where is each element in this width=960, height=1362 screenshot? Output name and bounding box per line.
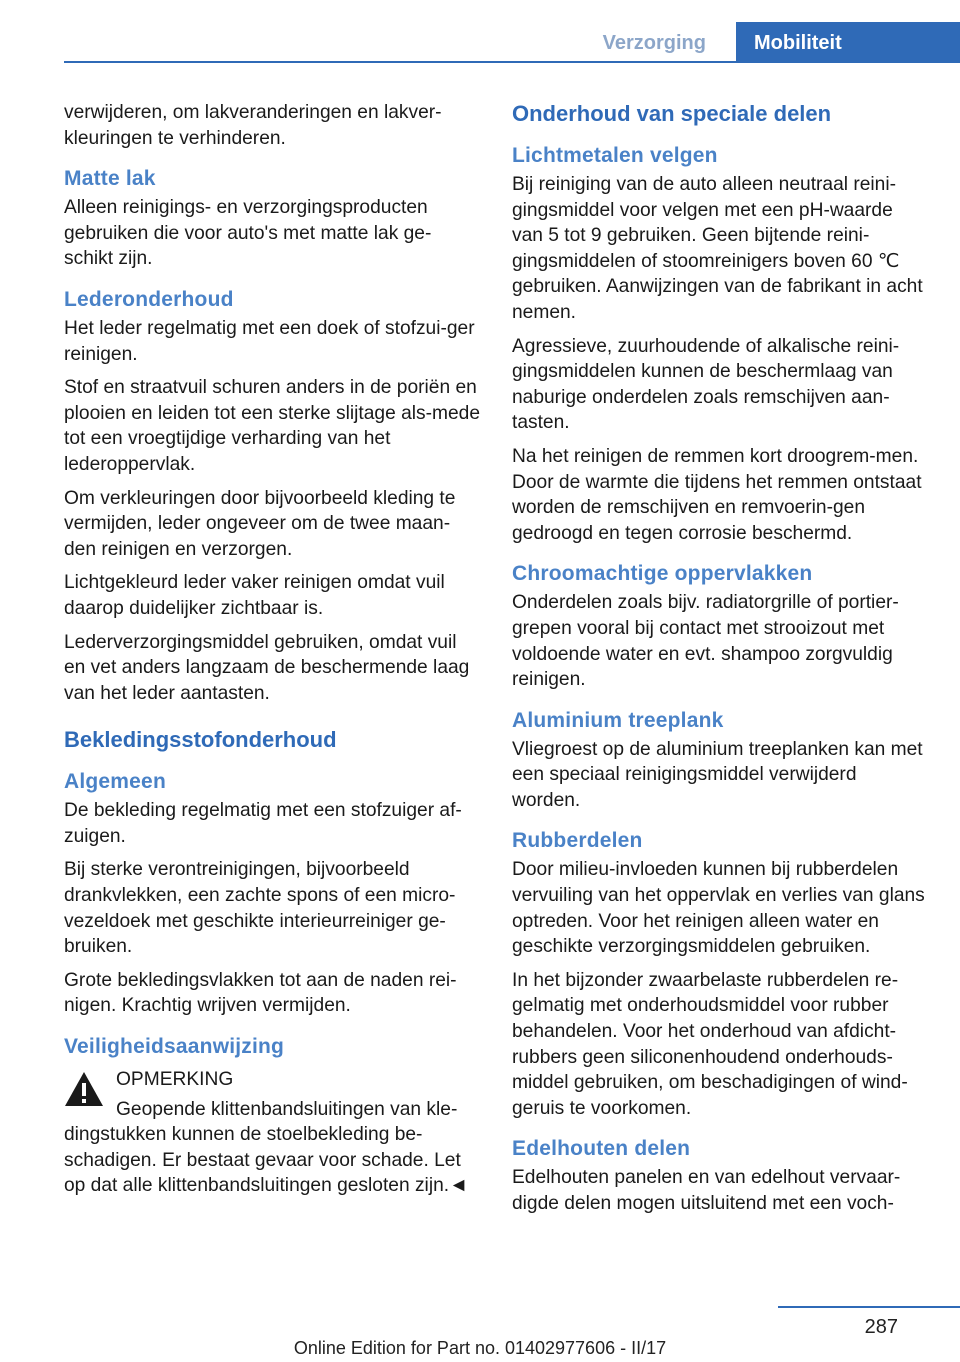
heading-aluminium-treeplank: Aluminium treeplank (512, 708, 724, 732)
paragraph: Vliegroest op de aluminium treeplanken kan met een speciaal reinigingsmiddel verwijderd worden. (512, 738, 923, 811)
paragraph: Lichtgekleurd leder vaker reinigen omdat vuil daarop duidelijker zichtbaar is. (64, 572, 445, 619)
right-column (512, 100, 928, 1225)
paragraph: Het leder regelmatig met een doek of stofzui-ger reinigen. (64, 317, 475, 365)
paragraph: Bij sterke verontreinigingen, bijvoorbeeld drankvlekken, een zachte spons of een micro-vezeldoek met geschikte interieurreiniger ge-bruiken. (64, 859, 456, 958)
paragraph: Stof en straatvuil schuren anders in de poriën en plooien en leiden tot een sterke slijtage als-mede tot een vroegtijdige verharding van het lederoppervlak. (64, 377, 480, 475)
heading-chroomachtige-oppervlakken: Chroomachtige oppervlakken (512, 562, 813, 586)
heading-lederonderhoud: Lederonderhoud (64, 287, 234, 311)
left-column (64, 100, 480, 1199)
heading-bekledingsstofonderhoud: Bekledingsstofonderhoud (64, 727, 337, 753)
paragraph: De bekleding regelmatig met een stofzuiger af-zuigen. (64, 800, 462, 847)
paragraph: Agressieve, zuurhoudende of alkalische reini-gingsmiddelen kunnen de beschermlaag van naburige onderdelen zoals remschijven aan-tasten. (512, 335, 900, 434)
note-title: OPMERKING (116, 1069, 234, 1091)
intro-paragraph: verwijderen, om lakveranderingen en lakver-kleuringen te verhinderen. (64, 102, 442, 149)
heading-veiligheidsaanwijzing: Veiligheidsaanwijzing (64, 1035, 285, 1059)
heading-onderhoud-speciale-delen: Onderhoud van speciale delen (512, 101, 832, 126)
page-number: 287 (864, 1316, 898, 1338)
paragraph: Edelhouten panelen en van edelhout vervaar-digde delen mogen uitsluitend met een voch- (512, 1167, 901, 1214)
note-body: Geopende klittenbandsluitingen van kle-dingstukken kunnen de stoelbekleding be-schadigen. Er bestaat gevaar voor schade. Let op dat alle klittenbandsluitingen gesloten zijn.◄ (64, 1098, 469, 1197)
heading-rubberdelen: Rubberdelen (512, 829, 643, 853)
heading-edelhouten-delen: Edelhouten delen (512, 1137, 691, 1161)
paragraph: Onderdelen zoals bijv. radiatorgrille of portier-grepen vooral bij contact met strooizout met voldoende water en evt. shampoo zorgvuldig reinigen. (512, 592, 899, 691)
paragraph: Na het reinigen de remmen kort droogrem-men. Door de warmte die tijdens het remmen ontstaat worden de remschijven en remvoerin-gen gedroogd en tegen corrosie beschermd. (512, 445, 922, 544)
paragraph: Door milieu-invloeden kunnen bij rubberdelen vervuiling van het oppervlak en verlies van glans optreden. Voor het reinigen alleen water en geschikte verzorgingsmiddelen gebruiken. (512, 859, 925, 958)
paragraph: Bij reiniging van de auto alleen neutraal reini-gingsmiddel voor velgen met een pH-waarde van 5 tot 9 gebruiken. Geen bijtende reini-gingsmiddelen of stoomreinigers boven 60 ℃ gebruiken. Aanwijzingen van de fabrikant in acht nemen. (512, 174, 923, 323)
section-tab-verzorging[interactable]: Verzorging (602, 32, 706, 54)
footer-rule (778, 1306, 960, 1308)
paragraph: Grote bekledingsvlakken tot aan de naden rei-nigen. Krachtig wrijven vermijden. (64, 969, 457, 1017)
heading-matte-lak: Matte lak (64, 167, 156, 191)
heading-algemeen: Algemeen (64, 770, 166, 794)
warning-triangle-icon (64, 1071, 104, 1107)
paragraph: Om verkleuringen door bijvoorbeeld kleding te vermijden, leder ongeveer om de twee maan-den reinigen en verzorgen. (64, 487, 456, 560)
section-tab-mobiliteit[interactable]: Mobiliteit (736, 22, 960, 63)
paragraph: Lederverzorgingsmiddel gebruiken, omdat vuil en vet anders langzaam de beschermende laag van het leder aantasten. (64, 631, 470, 704)
heading-lichtmetalen-velgen: Lichtmetalen velgen (512, 144, 718, 167)
edition-footer: Online Edition for Part no. 01402977606 - II/17 (293, 1338, 667, 1358)
page-header (0, 22, 960, 62)
warning-note (64, 1067, 480, 1199)
paragraph: In het bijzonder zwaarbelaste rubberdelen re-gelmatig met onderhoudsmiddel voor rubber behandelen. Voor het onderhoud van afdicht-rubbers geen siliconenhoudend onderhouds-middel gebruiken, om beschadigingen of wind-geruis te voorkomen. (512, 969, 908, 1119)
paragraph: Alleen reinigings- en verzorgingsproducten gebruiken die voor auto's met matte lak ge-schikt zijn. (64, 197, 432, 270)
